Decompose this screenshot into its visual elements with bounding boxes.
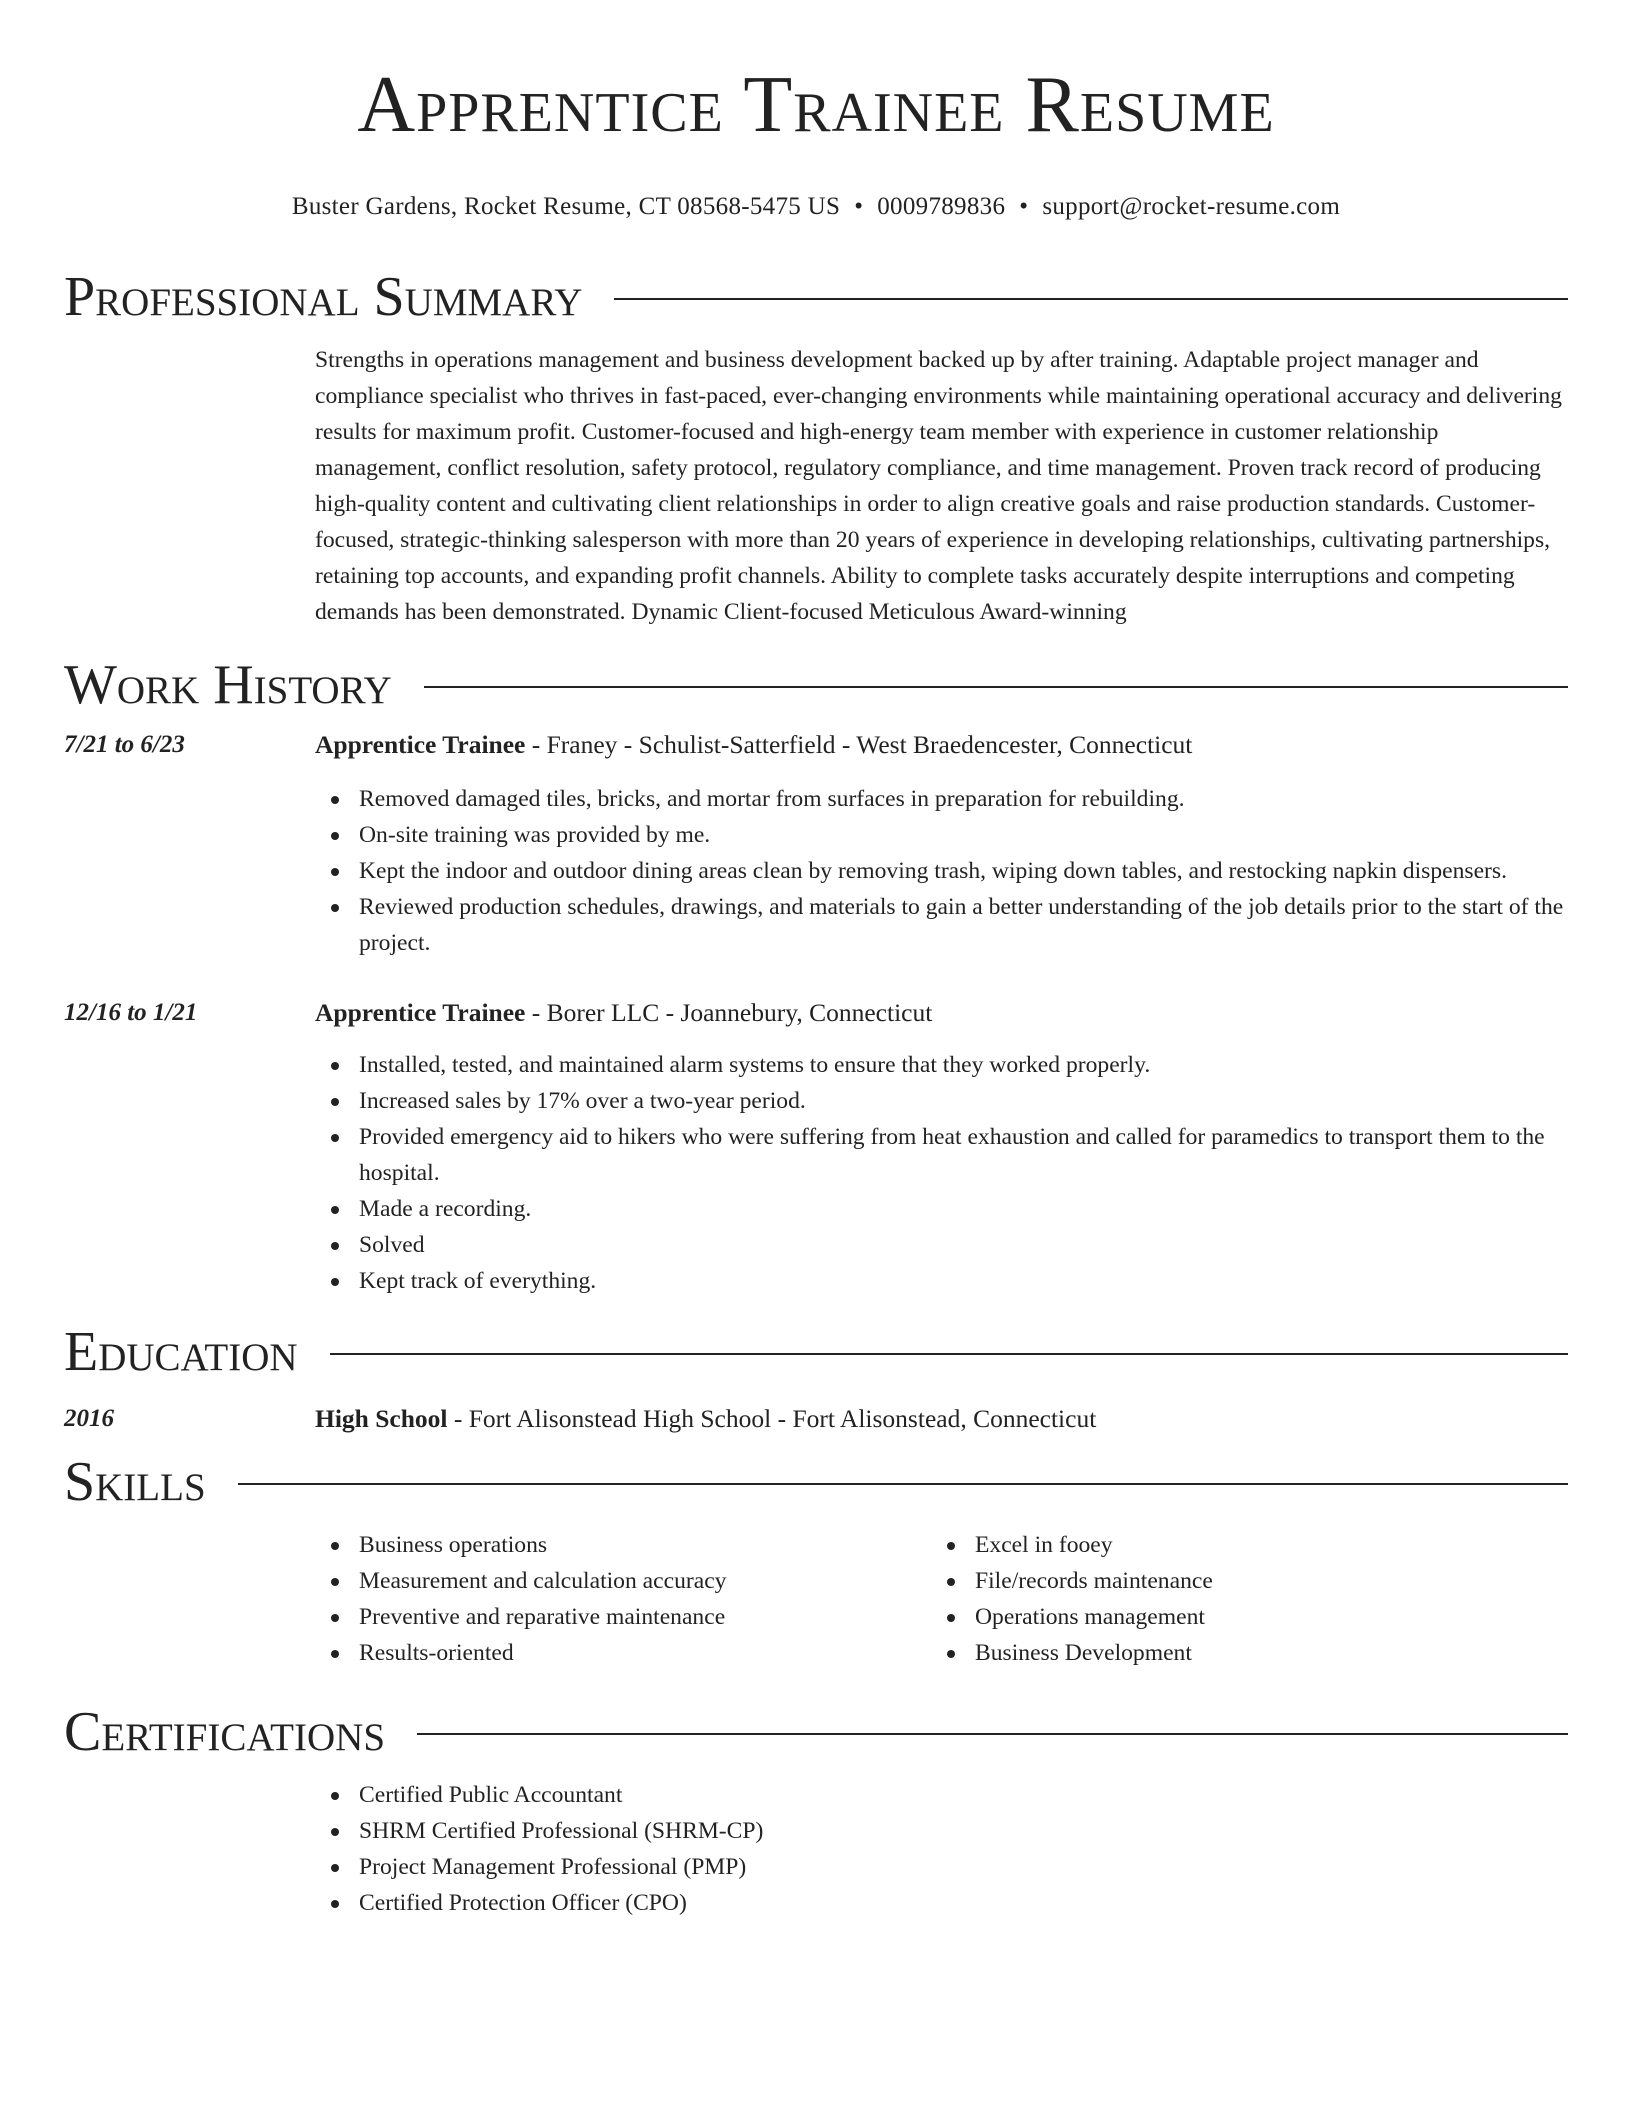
skill-item: Business Development — [931, 1635, 1547, 1671]
job-role: Apprentice Trainee — [315, 998, 526, 1027]
job-details: - Borer LLC - Joannebury, Connecticut — [525, 998, 933, 1027]
education-title: Education — [64, 1321, 298, 1383]
list-item: Kept the indoor and outdoor dining areas clean by removing trash, wiping down tables, and restocking napkin dispensers. — [315, 853, 1570, 889]
job-header — [64, 727, 1568, 763]
contact-line — [64, 192, 1568, 222]
summary-section — [64, 264, 1568, 630]
job-details: - Franey - Schulist-Satterfield - West Braedencester, Connecticut — [525, 730, 1193, 759]
summary-heading — [64, 264, 1568, 330]
contact-separator: • — [854, 193, 864, 220]
work-heading — [64, 652, 1568, 718]
skills-grid — [315, 1527, 1568, 1671]
summary-text: Strengths in operations management and business development backed up by after training. Adaptable project manager and compliance specialist who thrives in fast-paced, ever-changing environments while maintaining operational accuracy and delivering results for maximum profit. Customer-focused and high-energy team member with experience in customer relationship management, conflict resolution, safety protocol, regulatory compliance, and time management. Proven track record of producing high-quality content and cultivating client relationships in order to align creative goals and raise production standards. Customer-focused, strategic-thinking salesperson with more than 20 years of experience in developing relationships, cultivating partnerships, retaining top accounts, and expanding profit channels. Ability to complete tasks accurately despite interruptions and competing demands has been demonstrated. Dynamic Client-focused Meticulous Award-winning — [315, 347, 1562, 625]
contact-email[interactable]: support@rocket-resume.com — [1042, 193, 1341, 220]
contact-phone: 0009789836 — [877, 193, 1006, 220]
education-entry — [64, 1401, 1568, 1437]
education-degree: High School — [315, 1404, 448, 1433]
job-title-line — [315, 995, 932, 1031]
certifications-title: Certifications — [64, 1701, 386, 1763]
job-dates: 12/16 to 1/21 — [64, 999, 198, 1026]
list-item: On-site training was provided by me. — [315, 817, 1570, 853]
list-item: Solved — [315, 1227, 1570, 1263]
education-section — [64, 1319, 1568, 1437]
skill-item: Operations management — [931, 1599, 1547, 1635]
list-item: Provided emergency aid to hikers who were suffering from heat exhaustion and called for paramedics to transport them to the hospital. — [315, 1119, 1570, 1191]
job-entry — [64, 995, 1568, 1299]
list-item: Reviewed production schedules, drawings, and materials to gain a better understanding of the job details prior to the start of the project. — [315, 889, 1570, 961]
certifications-section — [64, 1699, 1568, 1921]
education-details: - Fort Alisonstead High School - Fort Alisonstead, Connecticut — [447, 1404, 1097, 1433]
education-line — [315, 1401, 1096, 1437]
section-divider — [417, 1733, 1568, 1735]
skill-item: File/records maintenance — [931, 1563, 1547, 1599]
skill-item: Business operations — [315, 1527, 931, 1563]
resume-page — [64, 0, 1568, 1921]
work-title: Work History — [64, 654, 392, 716]
job-title-line — [315, 727, 1192, 763]
section-divider — [330, 1353, 1568, 1355]
list-item: Made a recording. — [315, 1191, 1570, 1227]
skill-item: Preventive and reparative maintenance — [315, 1599, 931, 1635]
skills-heading — [64, 1449, 1568, 1515]
job-header — [64, 995, 1568, 1031]
skills-left-column — [315, 1527, 931, 1671]
skills-title: Skills — [64, 1451, 206, 1513]
list-item: Kept track of everything. — [315, 1263, 1570, 1299]
section-divider — [238, 1483, 1568, 1485]
certifications-heading — [64, 1699, 1568, 1765]
skills-right-column — [931, 1527, 1547, 1671]
skill-item: Results-oriented — [315, 1635, 931, 1671]
certification-item: SHRM Certified Professional (SHRM-CP) — [315, 1813, 1570, 1849]
education-heading — [64, 1319, 1568, 1385]
job-dates: 7/21 to 6/23 — [64, 731, 185, 758]
certification-item: Certified Protection Officer (CPO) — [315, 1885, 1570, 1921]
job-entry — [64, 727, 1568, 961]
certification-item: Certified Public Accountant — [315, 1777, 1570, 1813]
section-divider — [614, 298, 1568, 300]
skill-item: Excel in fooey — [931, 1527, 1547, 1563]
certifications-list — [315, 1777, 1570, 1921]
education-year: 2016 — [64, 1405, 114, 1432]
section-divider — [424, 686, 1568, 688]
job-role: Apprentice Trainee — [315, 730, 526, 759]
resume-title: Apprentice Trainee Resume — [357, 61, 1275, 149]
list-item: Installed, tested, and maintained alarm systems to ensure that they worked properly. — [315, 1047, 1570, 1083]
work-section — [64, 652, 1568, 1299]
contact-address: Buster Gardens, Rocket Resume, CT 08568-5475 US — [291, 193, 841, 220]
summary-title: Professional Summary — [64, 266, 583, 328]
skills-section — [64, 1449, 1568, 1671]
skill-item: Measurement and calculation accuracy — [315, 1563, 931, 1599]
certification-item: Project Management Professional (PMP) — [315, 1849, 1570, 1885]
contact-separator: • — [1019, 193, 1029, 220]
job-bullets — [315, 1047, 1570, 1299]
list-item: Increased sales by 17% over a two-year period. — [315, 1083, 1570, 1119]
list-item: Removed damaged tiles, bricks, and mortar from surfaces in preparation for rebuilding. — [315, 781, 1570, 817]
job-bullets — [315, 781, 1570, 961]
